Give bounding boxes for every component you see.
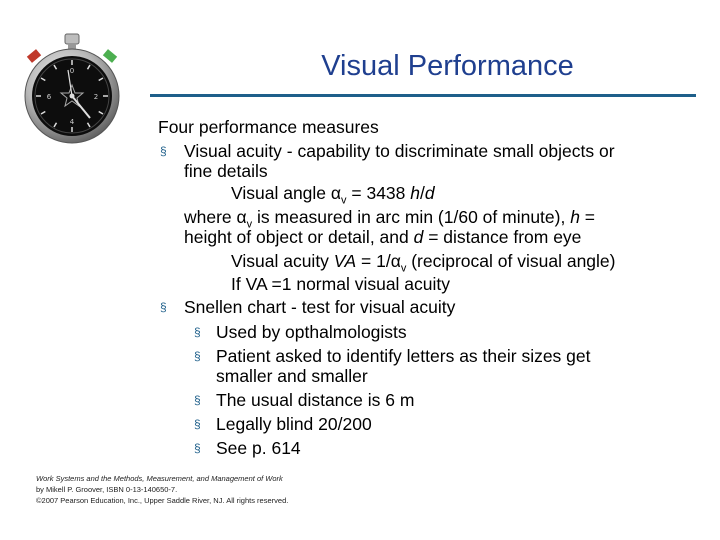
sub-bullet-opthalmologists: Used by opthalmologists [216,322,407,342]
bullet-icon: § [194,325,201,339]
svg-text:6: 6 [46,93,52,101]
visual-acuity-formula: Visual acuity VA = $1/\alpha_v$ (reciprocal of visual angle) [231,251,616,275]
svg-text:4: 4 [69,118,75,126]
sub-bullet-see-page: See p. 614 [216,438,301,458]
height-text: height of object or detail, and d = distance from eye [184,227,582,247]
copyright-footer [36,473,288,506]
bullet-icon: § [194,393,201,407]
sub-bullet-patient-cont: smaller and smaller [216,366,368,386]
where-text: where $\alpha_v$ is measured in arc min (1/60 of minute), h = [184,207,596,231]
intro-text: Four performance measures [158,117,379,137]
bullet-visual-acuity-cont: fine details [184,161,268,181]
bullet-icon: § [194,417,201,431]
sub-bullet-distance: The usual distance is 6 m [216,390,415,410]
svg-text:0: 0 [69,67,75,75]
visual-angle-formula: Visual angle $\alpha_v = 3438$ h/d [231,183,435,207]
sub-bullet-legally-blind: Legally blind 20/200 [216,414,372,434]
footer-author: by Mikell P. Groover, ISBN 0-13-140650-7. [36,485,178,494]
bullet-snellen: Snellen chart - test for visual acuity [184,297,456,317]
svg-text:2: 2 [93,93,99,101]
bullet-visual-acuity: Visual acuity - capability to discriminate small objects or [184,141,615,161]
bullet-icon: § [160,300,167,314]
bullet-icon: § [194,441,201,455]
bullet-icon: § [160,144,167,158]
sub-bullet-patient: Patient asked to identify letters as their sizes get [216,346,591,366]
slide-title: Visual Performance [321,50,574,82]
footer-copyright: ©2007 Pearson Education, Inc., Upper Saddle River, NJ. All rights reserved. [36,496,289,505]
normal-acuity-text: If VA =1 normal visual acuity [231,274,451,294]
footer-book-title: Work Systems and the Methods, Measurement, and Management of Work [36,474,283,483]
bullet-icon: § [194,349,201,363]
